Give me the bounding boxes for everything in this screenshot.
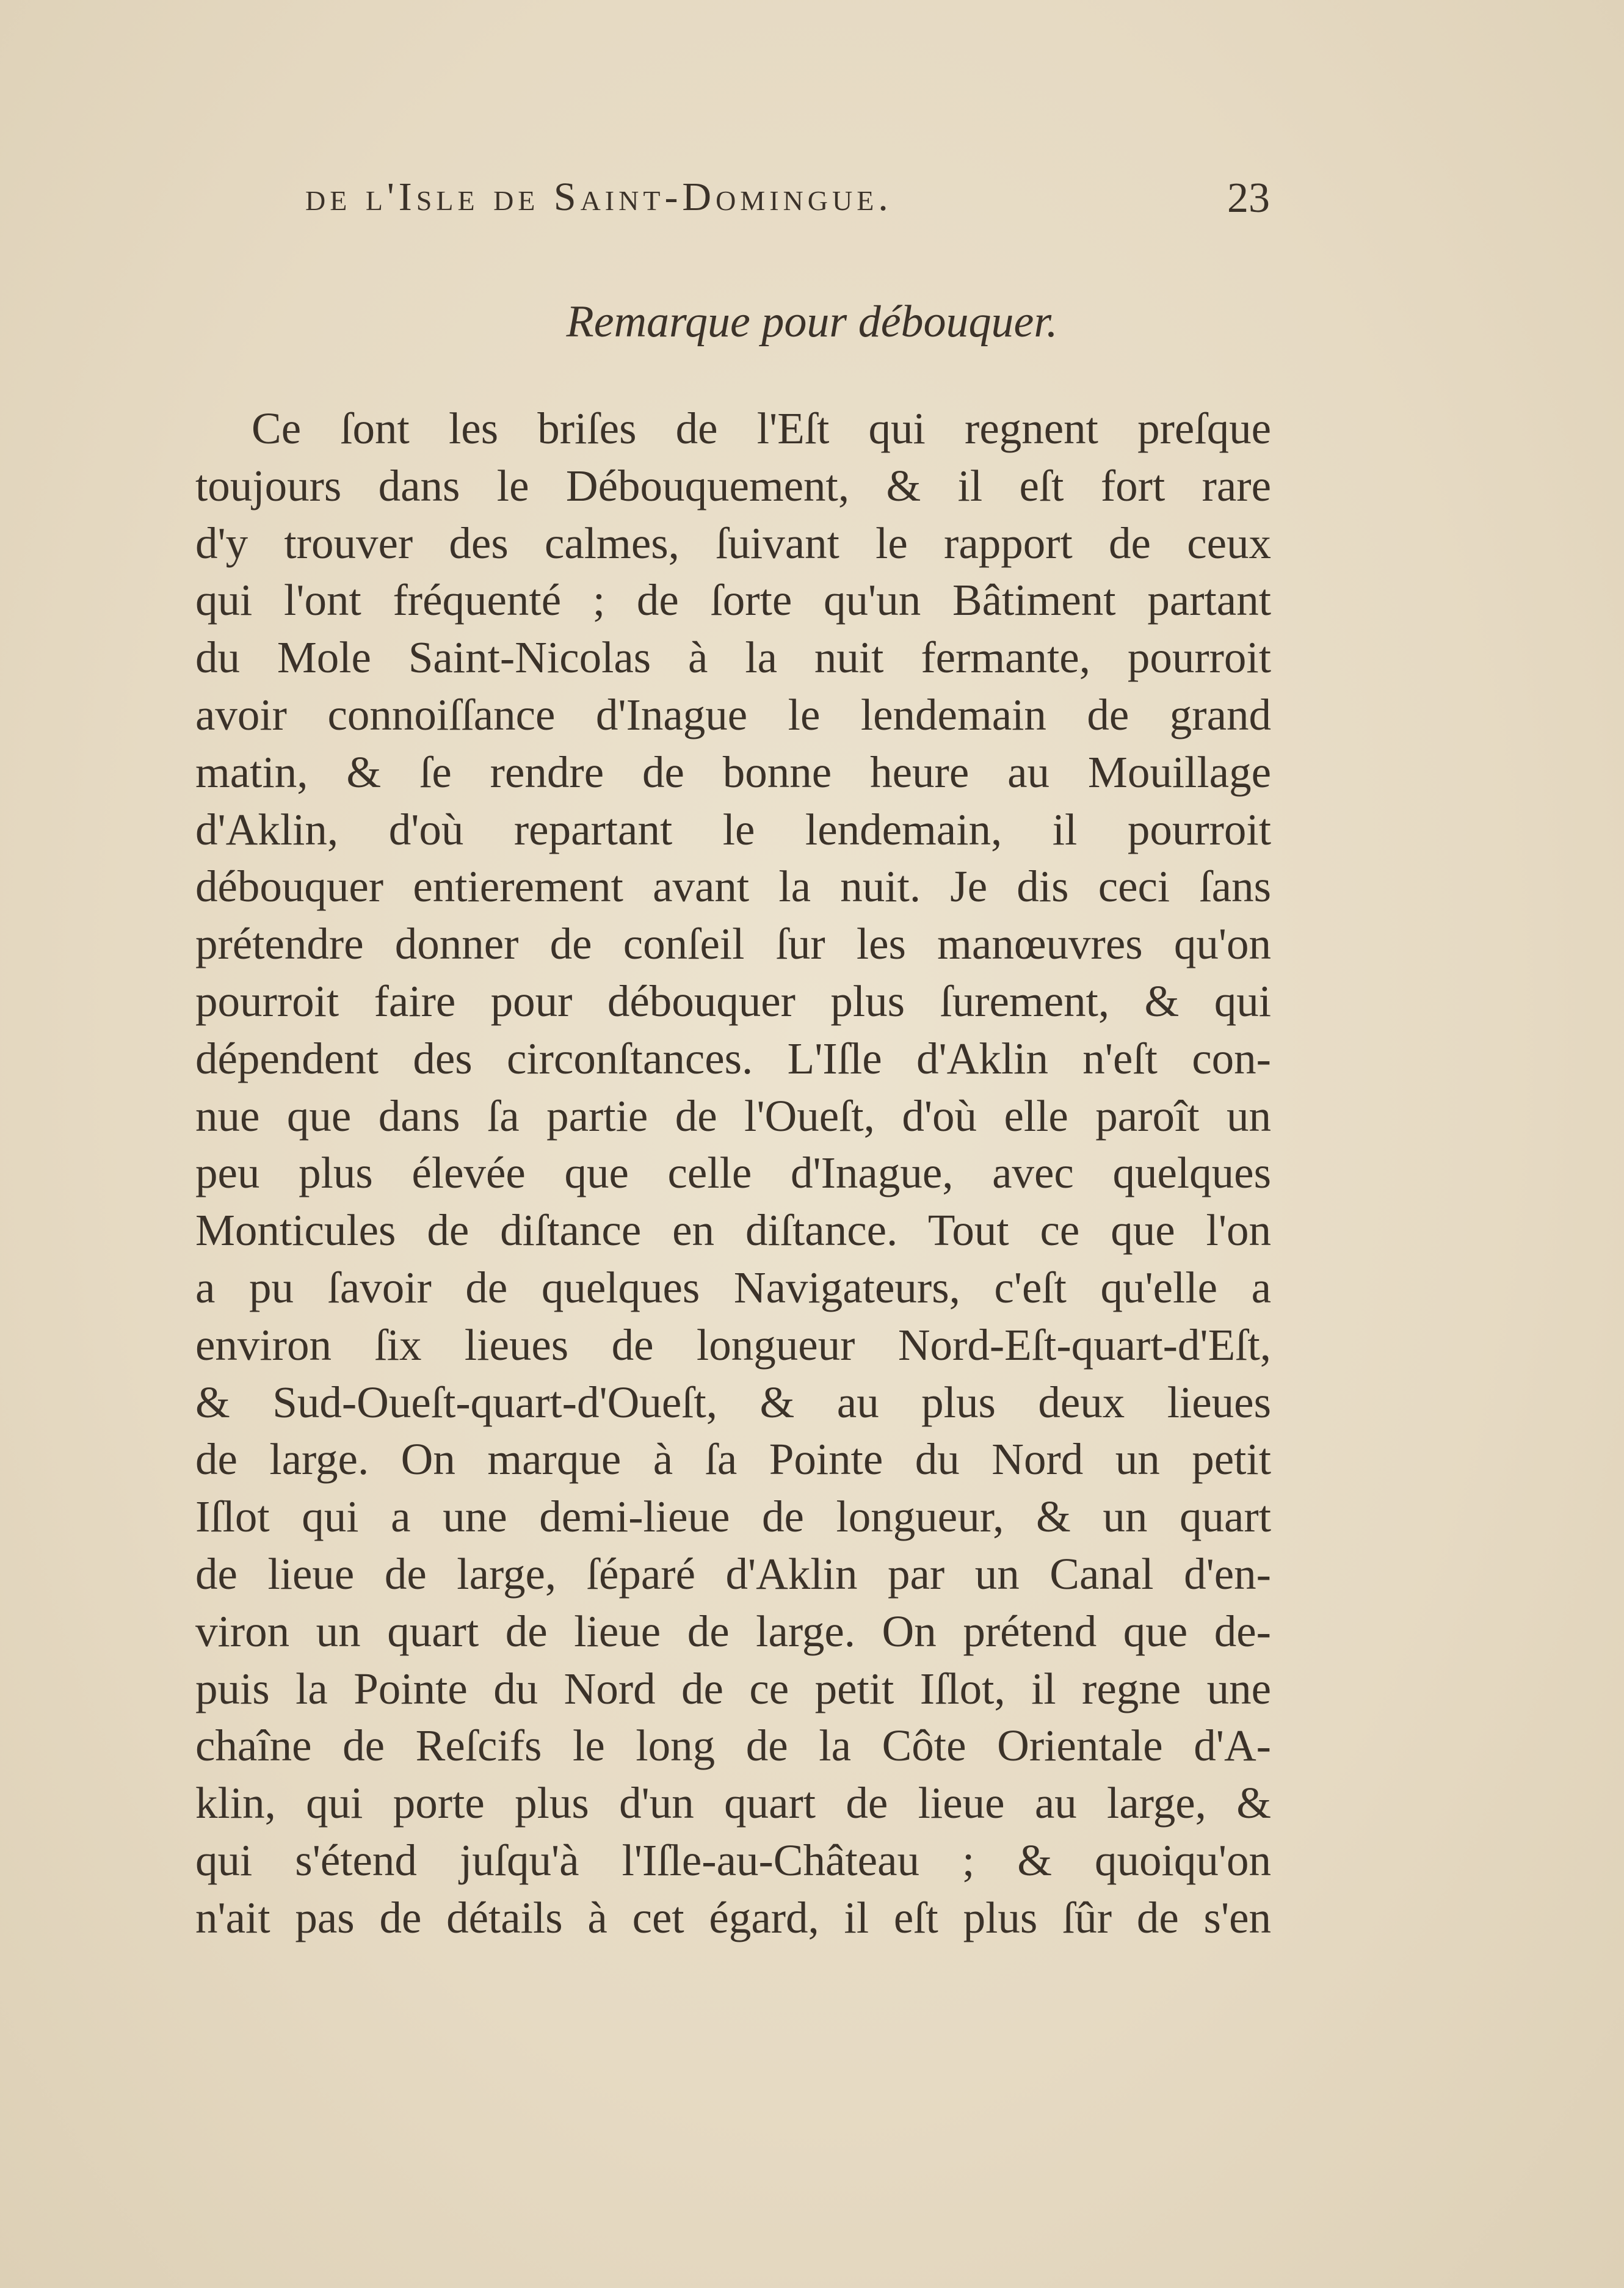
running-title: de l'Isle de Saint-Domingue. (305, 175, 893, 219)
text-line: klin, qui porte plus d'un quart de lieue au large, & (195, 1778, 1271, 1828)
text-line: Iſlot qui a une demi-lieue de longueur, & un quart (195, 1492, 1271, 1542)
text-line: Ce ſont les briſes de l'Eſt qui regnent preſque (252, 404, 1271, 453)
text-line: d'Aklin, d'où repartant le lendemain, il pourroit (195, 804, 1271, 854)
text-line: viron un quart de lieue de large. On prétend que de- (195, 1606, 1271, 1656)
text-line: a pu ſavoir de quelques Navigateurs, c'eſt qu'elle a (195, 1262, 1271, 1312)
text-line: pourroit faire pour débouquer plus ſurement, & qui (195, 976, 1271, 1026)
page-number: 23 (1227, 175, 1270, 222)
text-line: qui l'ont fréquenté ; de ſorte qu'un Bâtiment partant (195, 575, 1271, 625)
page-header (305, 174, 1270, 235)
text-line: qui s'étend juſqu'à l'Iſle-au-Château ; & quoiqu'on (195, 1835, 1271, 1885)
text-line: chaîne de Reſcifs le long de la Côte Orientale d'A- (195, 1721, 1271, 1771)
text-line: toujours dans le Débouquement, & il eſt fort rare (195, 460, 1271, 510)
text-line: dépendent des circonſtances. L'Iſle d'Aklin n'eſt con- (195, 1033, 1271, 1083)
text-line: matin, & ſe rendre de bonne heure au Mouillage (195, 747, 1271, 797)
body-text (195, 400, 1271, 1947)
text-line: de large. On marque à ſa Pointe du Nord un petit (195, 1434, 1271, 1484)
text-line: Monticules de diſtance en diſtance. Tout ce que l'on (195, 1205, 1271, 1255)
text-line: du Mole Saint-Nicolas à la nuit fermante, pourroit (195, 633, 1271, 683)
text-line: avoir connoiſſance d'Inague le lendemain de grand (195, 689, 1271, 739)
text-line: débouquer entierement avant la nuit. Je dis ceci ſans (195, 862, 1271, 912)
text-line: nue que dans ſa partie de l'Oueſt, d'où elle paroît un (195, 1091, 1271, 1141)
text-line: n'ait pas de détails à cet égard, il eſt plus ſûr de s'en (195, 1892, 1271, 1942)
text-line: environ ſix lieues de longueur Nord-Eſt-quart-d'Eſt, (195, 1320, 1271, 1370)
text-line: de lieue de large, ſéparé d'Aklin par un Canal d'en- (195, 1549, 1271, 1599)
section-title: Remarque pour débouquer. (566, 297, 1058, 347)
text-line: d'y trouver des calmes, ſuivant le rapport de ceux (195, 518, 1271, 568)
text-line: peu plus élevée que celle d'Inague, avec quelques (195, 1148, 1271, 1198)
text-line: prétendre donner de conſeil ſur les manœuvres qu'on (195, 919, 1271, 969)
text-line: puis la Pointe du Nord de ce petit Iſlot, il regne une (195, 1663, 1271, 1713)
text-line: & Sud-Oueſt-quart-d'Oueſt, & au plus deux lieues (195, 1377, 1271, 1427)
